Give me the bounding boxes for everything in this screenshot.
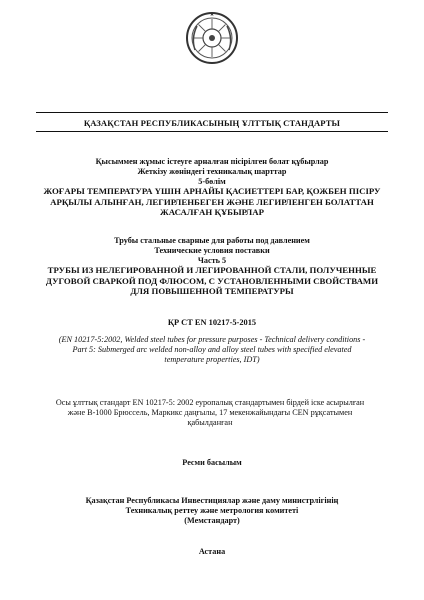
ru-title-line-2: Технические условия поставки [154, 245, 270, 255]
publication-city: Астана [198, 547, 226, 556]
kz-title-line-1: Қысыммен жұмыс істеуге арналған пісірілген болат құбырлар [95, 157, 329, 166]
official-edition-label: Ресми басылым [182, 458, 242, 467]
kz-part: 5-бөлім [198, 176, 226, 186]
note-line-2: және В-1000 Брюссель, Маркикс даңғылы, 17 мекенжайындағы CEN рұқсатымен [67, 407, 353, 417]
ru-part: Часть 5 [197, 255, 227, 265]
english-reference [36, 335, 388, 364]
en-ref-line-3: temperature properties, IDT) [164, 354, 260, 364]
ru-caps-line-2: ДУГОВОЙ СВАРКОЙ ПОД ФЛЮСОМ, С УСТАНОВЛЕННЫМИ СВОЙСТВАМИ [45, 275, 379, 286]
ministry-line-2: Техникалық реттеу және метрология комитеті [125, 505, 299, 515]
kz-caps-line-3: ЖАСАЛҒАН ҚҰБЫРЛАР [160, 206, 264, 217]
note-line-3: қабылданған [187, 417, 233, 427]
ministry-line-3: (Мемстандарт) [184, 515, 240, 525]
kz-title-line-2: Жеткізу жөніндегі техникалық шарттар [137, 166, 287, 176]
ministry-line-1: Қазақстан Республикасы Инвестициялар және даму министрлігінің [85, 496, 339, 505]
note-line-1: Осы ұлттық стандарт EN 10217-5: 2002 еуропалық стандартымен бірдей іске асырылған [55, 398, 365, 407]
bottom-divider [36, 131, 388, 132]
adoption-note [30, 398, 390, 427]
ministry-block [30, 496, 394, 525]
kazakh-title-block [30, 157, 394, 217]
standard-designation: ҚР СТ EN 10217-5-2015 [167, 318, 257, 327]
en-ref-line-1: (EN 10217-5:2002, Welded steel tubes for pressure purposes - Technical delivery conditions - [58, 335, 366, 344]
top-divider [36, 112, 388, 113]
kz-caps-line-1: ЖОҒАРЫ ТЕМПЕРАТУРА ҮШІН АРНАЙЫ ҚАСИЕТТЕРІ БАР, ҚОЖБЕН ПІСІРУ [43, 186, 381, 197]
ru-title-line-1: Трубы стальные сварные для работы под давлением [114, 236, 310, 245]
ru-caps-line-1: ТРУБЫ ИЗ НЕЛЕГИРОВАННОЙ И ЛЕГИРОВАННОЙ СТАЛИ, ПОЛУЧЕННЫЕ [47, 265, 377, 276]
kz-caps-line-2: АРҚЫЛЫ АЛЫНҒАН, ЛЕГИРЛЕНБЕГЕН ЖӘНЕ ЛЕГИРЛЕНГЕН БОЛАТТАН [50, 196, 374, 207]
en-ref-line-2: Part 5: Submerged arc welded non-alloy and alloy steel tubes with specified elevated [72, 344, 352, 354]
ru-caps-line-3: ДЛЯ ПОВЫШЕННОЙ ТЕМПЕРАТУРЫ [130, 285, 294, 296]
russian-title-block [30, 236, 394, 296]
state-emblem-icon [185, 10, 239, 66]
national-standard-title: ҚАЗАҚСТАН РЕСПУБЛИКАСЫНЫҢ ҰЛТТЫҚ СТАНДАРТЫ [83, 118, 341, 128]
